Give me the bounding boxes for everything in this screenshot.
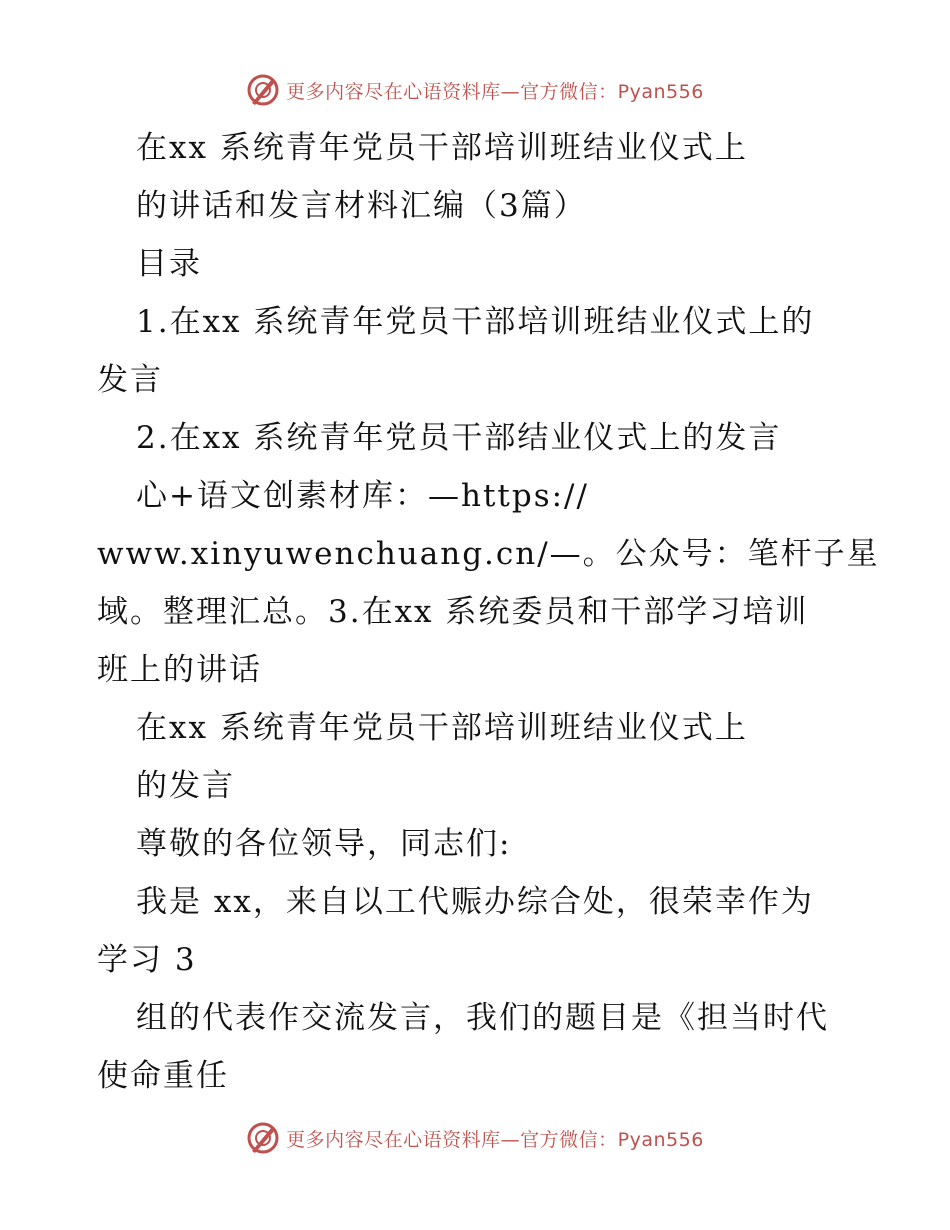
- section-title-line-1: 在xx 系统青年党员干部培训班结业仪式上: [136, 710, 748, 746]
- source-note-line-2: www.xinyuwenchuang.cn/—。公众号：笔杆子星: [97, 536, 880, 572]
- doc-title-line-2: 的讲话和发言材料汇编（3篇）: [136, 188, 587, 224]
- toc-item-1-line-1: 1.在xx 系统青年党员干部培训班结业仪式上的: [136, 304, 815, 340]
- paragraph-1-line-2: 学习 3: [97, 942, 197, 978]
- pen-logo-icon: [246, 1121, 280, 1155]
- pen-logo-icon: [246, 73, 280, 107]
- doc-title-line-1: 在xx 系统青年党员干部培训班结业仪式上: [136, 130, 748, 166]
- source-note-line-1: 心+语文创素材库：—https://: [136, 478, 589, 514]
- paragraph-1-line-1: 我是 xx，来自以工代赈办综合处，很荣幸作为: [136, 884, 814, 920]
- toc-item-2: 2.在xx 系统青年党员干部结业仪式上的发言: [136, 420, 782, 456]
- paragraph-2-line-1: 组的代表作交流发言，我们的题目是《担当时代: [136, 1000, 829, 1036]
- toc-heading: 目录: [136, 246, 202, 282]
- footer-watermark-banner: [0, 1118, 950, 1158]
- paragraph-2-line-2: 使命重任: [97, 1058, 229, 1094]
- toc-item-1-line-2: 发言: [97, 362, 163, 398]
- toc-item-3-line-2: 班上的讲话: [97, 652, 262, 688]
- section-title-line-2: 的发言: [136, 768, 235, 804]
- footer-watermark-text: 更多内容尽在心语资料库—官方微信：Pyan556: [286, 1128, 704, 1151]
- header-watermark-text: 更多内容尽在心语资料库—官方微信：Pyan556: [286, 80, 704, 103]
- source-note-line-3: 域。整理汇总。3.在xx 系统委员和干部学习培训: [97, 594, 809, 630]
- salutation: 尊敬的各位领导，同志们:: [136, 826, 512, 862]
- header-watermark-banner: [0, 70, 950, 110]
